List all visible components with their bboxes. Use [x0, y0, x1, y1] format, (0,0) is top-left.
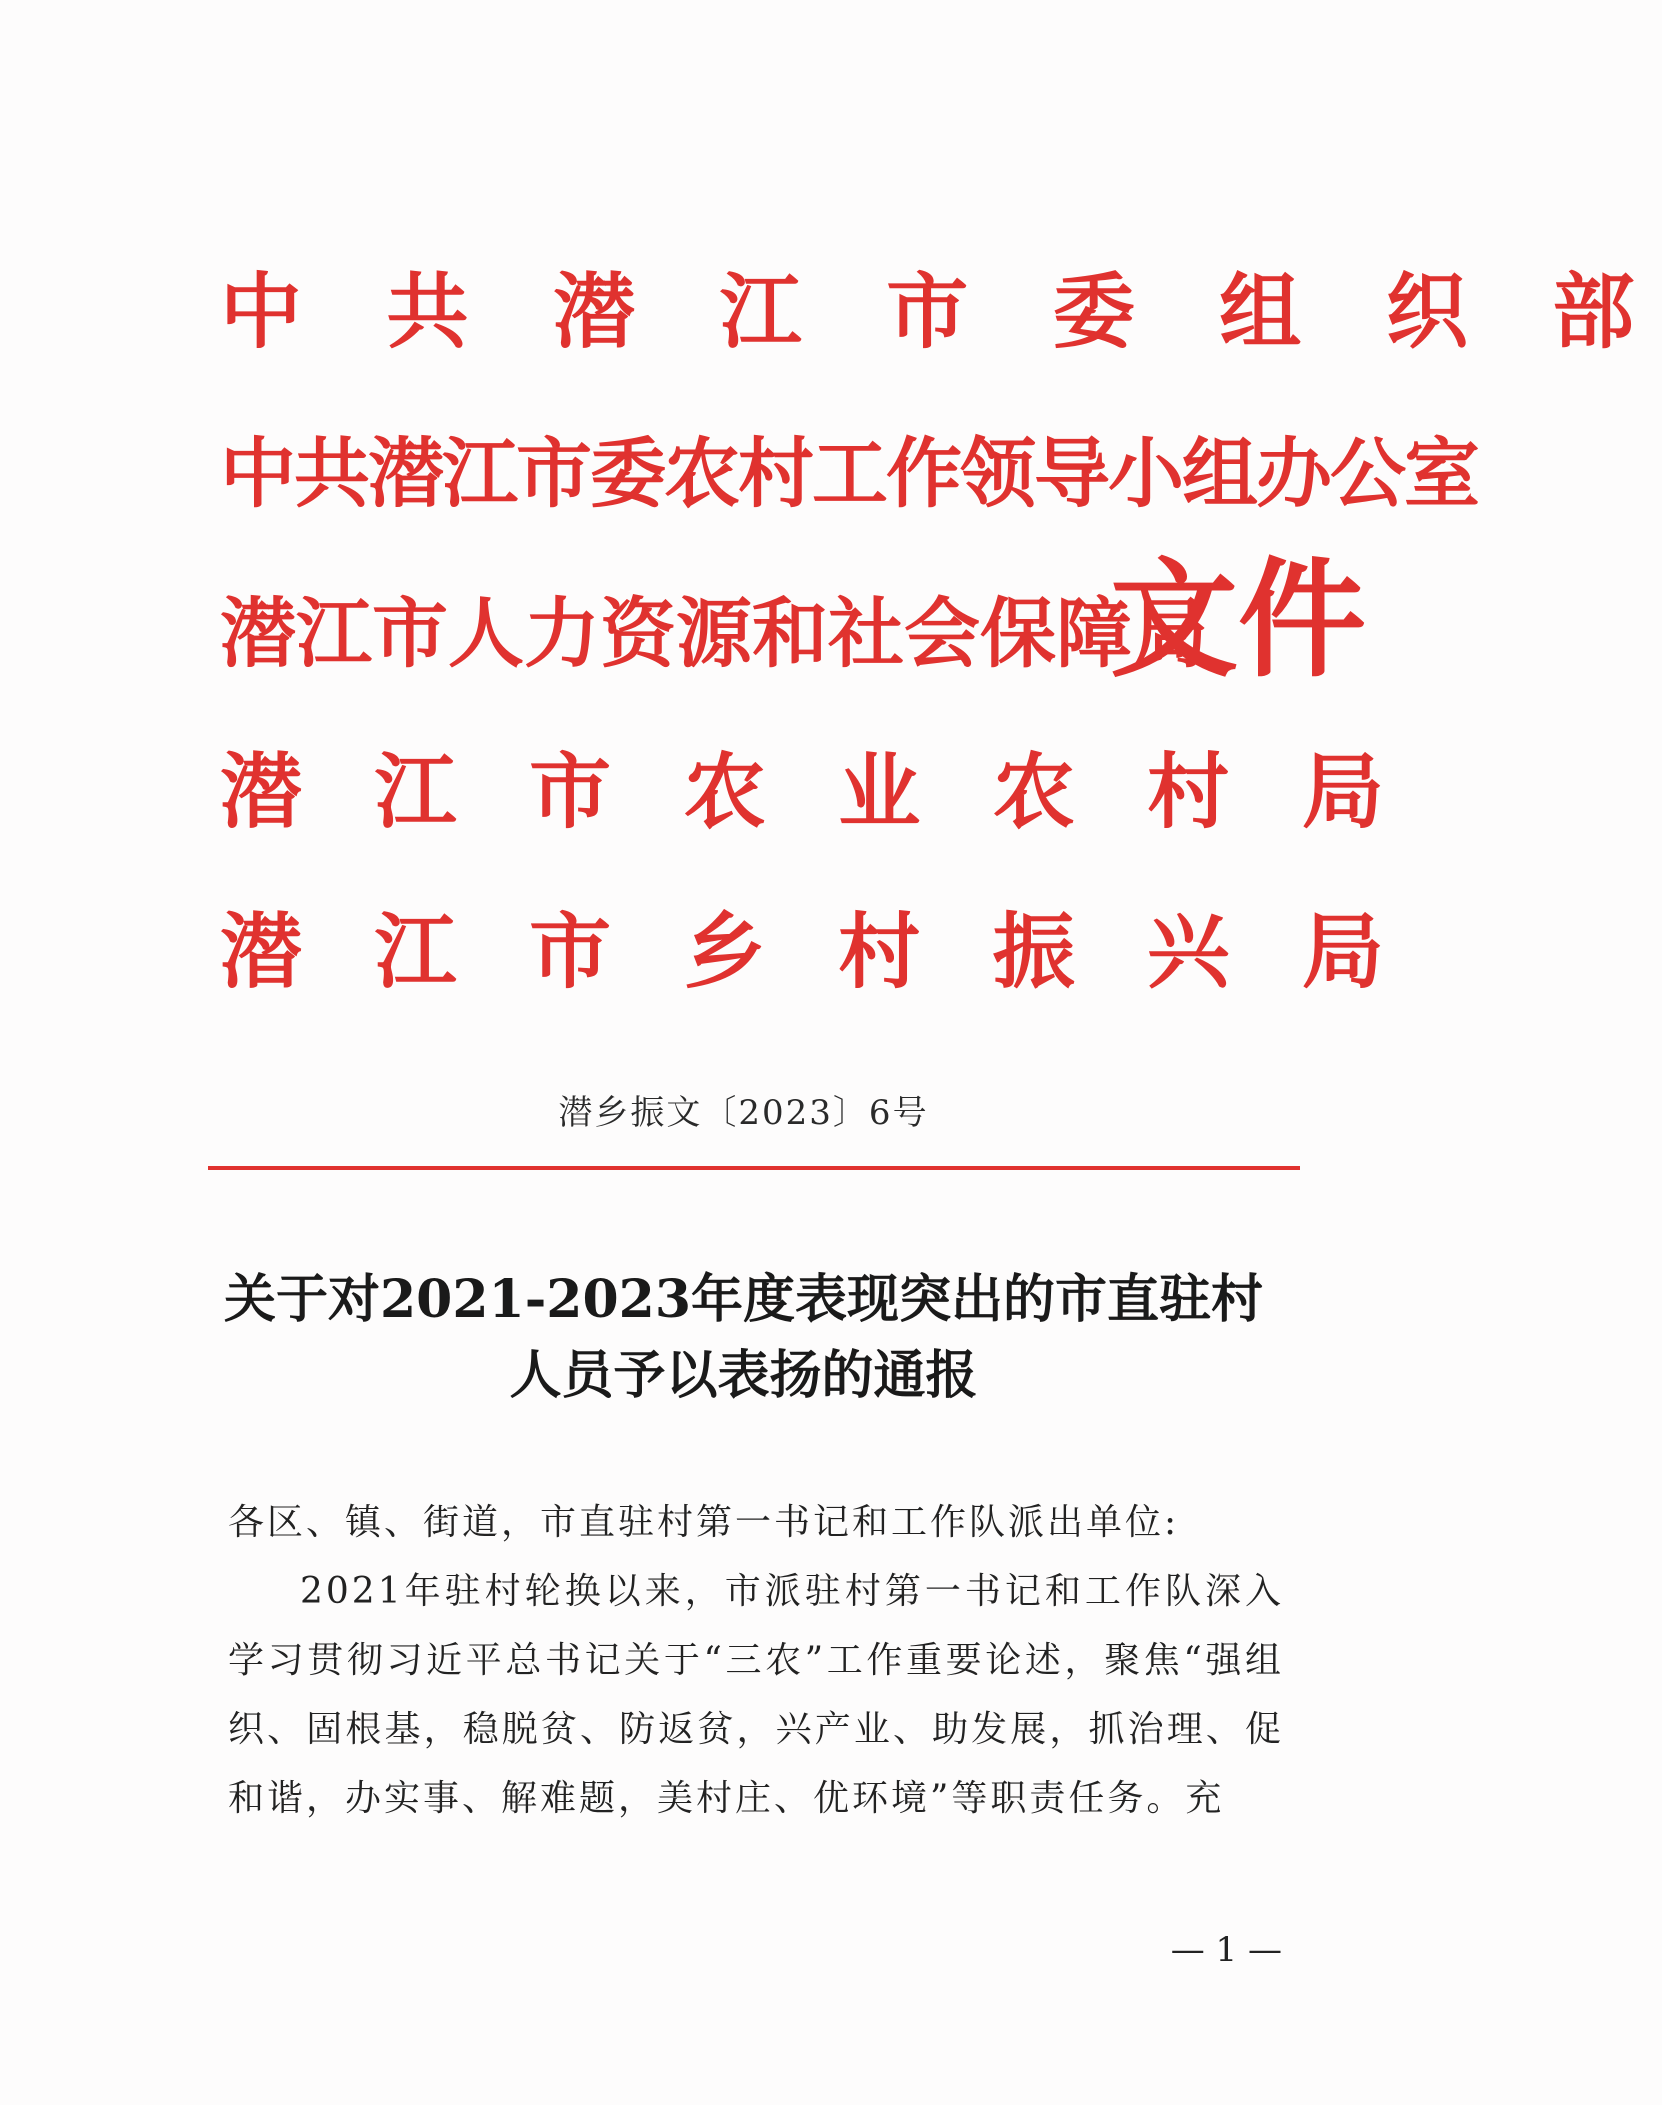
issuer-human-resources-bureau: 潜江市人力资源和社会保障局: [220, 589, 1208, 678]
issuer-organization-department: 中 共 潜 江 市 委 组 织 部: [220, 264, 1662, 360]
document-body: [228, 1488, 1284, 1833]
title-line-2: 人员予以表扬的通报: [509, 1345, 978, 1406]
issuing-authorities-header: [220, 232, 1662, 1000]
issuer-rural-work-office: 中共潜江市委农村工作领导小组办公室: [220, 429, 1478, 518]
document-number: 潜乡振文〔2023〕6号: [558, 1093, 929, 1133]
document-title: [200, 1262, 1287, 1414]
page-number: — 1 —: [1170, 1930, 1282, 1970]
issuer-agriculture-bureau: 潜 江 市 农 业 农 村 局: [220, 744, 1406, 840]
document-suffix: 文件: [1110, 545, 1367, 695]
title-line-1: 关于对2021-2023年度表现突出的市直驻村: [223, 1269, 1264, 1330]
red-separator-line: [208, 1166, 1300, 1170]
issuer-rural-revitalization-bureau: 潜 江 市 乡 村 振 兴 局: [220, 904, 1406, 1000]
body-paragraph: 2021年驻村轮换以来，市派驻村第一书记和工作队深入学习贯彻习近平总书记关于“三农”工作重要论述，聚焦“强组织、固根基，稳脱贫、防返贫，兴产业、助发展，抓治理、促和谐，办实事、解难题，美村庄、优环境”等职责任务。充: [228, 1571, 1284, 1819]
salutation: 各区、镇、街道，市直驻村第一书记和工作队派出单位:: [228, 1502, 1180, 1543]
